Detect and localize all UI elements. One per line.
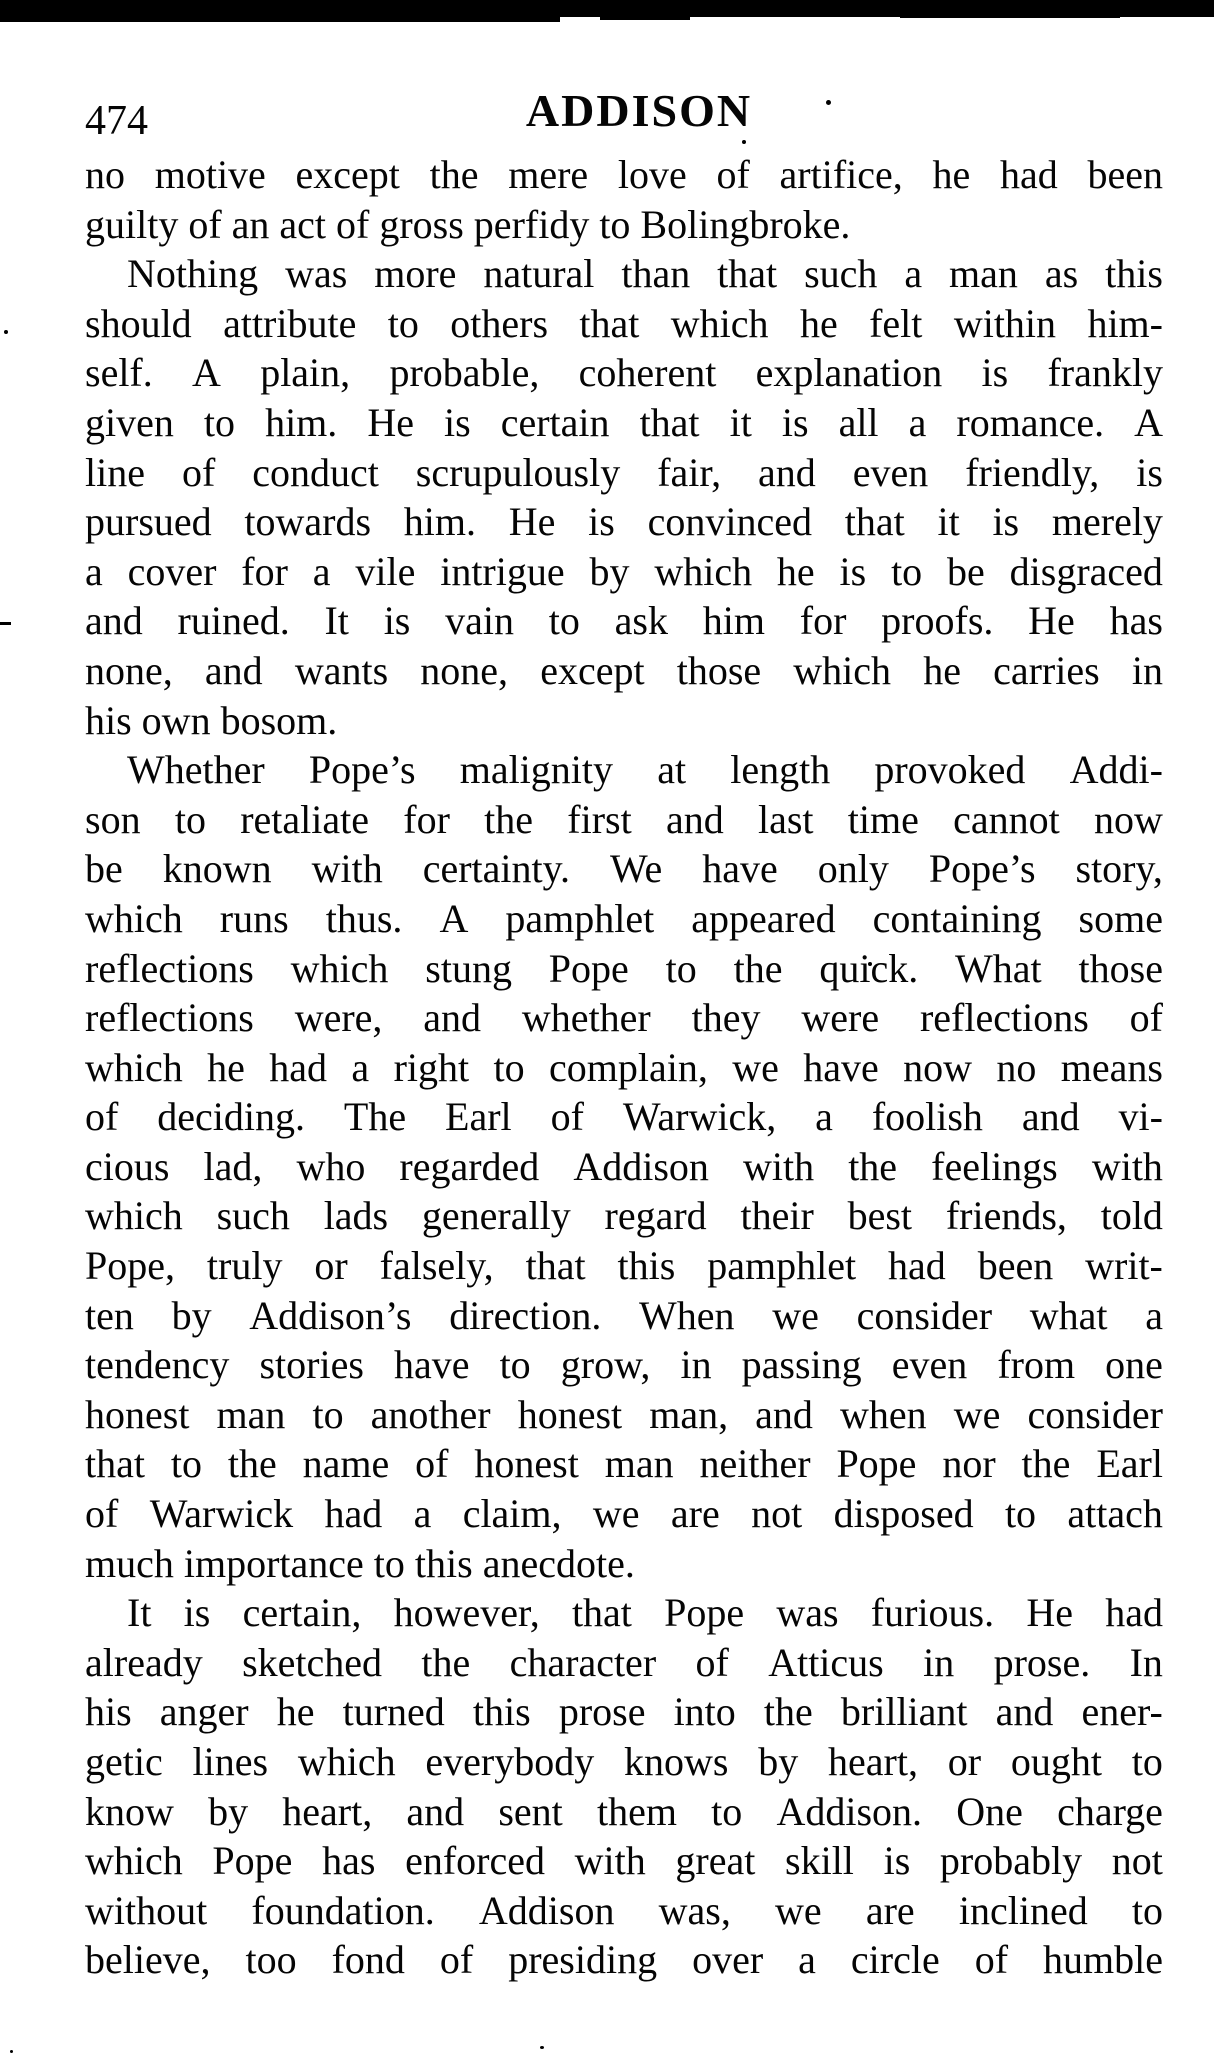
paragraph (85, 150, 1163, 249)
text-line: line of conduct scrupulously fair, and even friendly, is (85, 449, 1163, 495)
text-line: already sketched the character of Atticus in prose. In (85, 1639, 1163, 1685)
text-line: which Pope has enforced with great skill is probably not (85, 1838, 1163, 1884)
scan-artifact-bar (0, 17, 560, 22)
text-line: that to the name of honest man neither Pope nor the Earl (85, 1441, 1163, 1487)
text-line: which such lads generally regard their best friends, told (85, 1193, 1163, 1239)
scan-artifact-bar (900, 15, 1120, 18)
text-line: getic lines which everybody knows by heart, or ought to (85, 1739, 1163, 1784)
text-line: without foundation. Addison was, we are inclined to (85, 1887, 1163, 1933)
scan-artifact-bar (0, 0, 1214, 13)
text-line: ten by Addison’s direction. When we consider what a (85, 1292, 1163, 1338)
text-line: reflections which stung Pope to the quick. What those (85, 945, 1163, 991)
text-line: much importance to this anecdote. (85, 1540, 635, 1586)
text-line: believe, too fond of presiding over a circle of humble (85, 1937, 1163, 1983)
text-line: Whether Pope’s malignity at length provoked Addi- (127, 747, 1163, 793)
paragraph (85, 745, 1163, 1588)
text-line: honest man to another honest man, and when we consider (85, 1391, 1163, 1437)
running-head (85, 85, 1163, 152)
text-line: cious lad, who regarded Addison with the feelings with (85, 1143, 1163, 1189)
text-line: given to him. He is certain that it is all a romance. A (85, 399, 1163, 445)
text-line: Nothing was more natural than that such a man as this (127, 251, 1163, 297)
text-line: tendency stories have to grow, in passing even from one (85, 1342, 1163, 1388)
text-line: a cover for a vile intrigue by which he is to be disgraced (85, 548, 1163, 594)
text-line: which runs thus. A pamphlet appeared containing some (85, 895, 1163, 941)
text-line: of deciding. The Earl of Warwick, a foolish and vi- (85, 1094, 1163, 1140)
paragraph (85, 249, 1163, 745)
text-line: know by heart, and sent them to Addison. One charge (85, 1788, 1163, 1834)
paragraph (85, 1588, 1163, 1985)
page-number: 474 (85, 98, 148, 144)
text-line: self. A plain, probable, coherent explanation is frankly (85, 350, 1163, 396)
ink-speck (0, 622, 11, 625)
ink-speck (540, 2046, 544, 2049)
scan-artifact-bar (600, 17, 690, 20)
text-line: his own bosom. (85, 697, 338, 743)
text-line: be known with certainty. We have only Pope’s story, (85, 846, 1163, 892)
text-line: of Warwick had a claim, we are not disposed to attach (85, 1491, 1163, 1537)
text-body (85, 150, 1163, 1985)
ink-speck (10, 2050, 13, 2053)
text-line: and ruined. It is vain to ask him for proofs. He has (85, 598, 1163, 644)
text-line: Pope, truly or falsely, that this pamphlet had been writ- (85, 1243, 1163, 1289)
text-line: It is certain, however, that Pope was furious. He had (127, 1590, 1163, 1636)
text-line: pursued towards him. He is convinced that it is merely (85, 499, 1163, 545)
page-title: ADDISON (525, 85, 753, 136)
text-line: reflections were, and whether they were reflections of (85, 995, 1163, 1041)
text-line: which he had a right to complain, we have now no means (85, 1044, 1163, 1090)
text-line: his anger he turned this prose into the brilliant and ener- (85, 1689, 1163, 1735)
text-line: none, and wants none, except those which he carries in (85, 647, 1163, 693)
ink-speck (4, 330, 8, 334)
text-line: no motive except the mere love of artifice, he had been (85, 152, 1163, 197)
text-line: son to retaliate for the first and last time cannot now (85, 796, 1163, 842)
text-line: guilty of an act of gross perfidy to Bolingbroke. (85, 201, 851, 247)
text-line: should attribute to others that which he felt within him- (85, 300, 1163, 346)
